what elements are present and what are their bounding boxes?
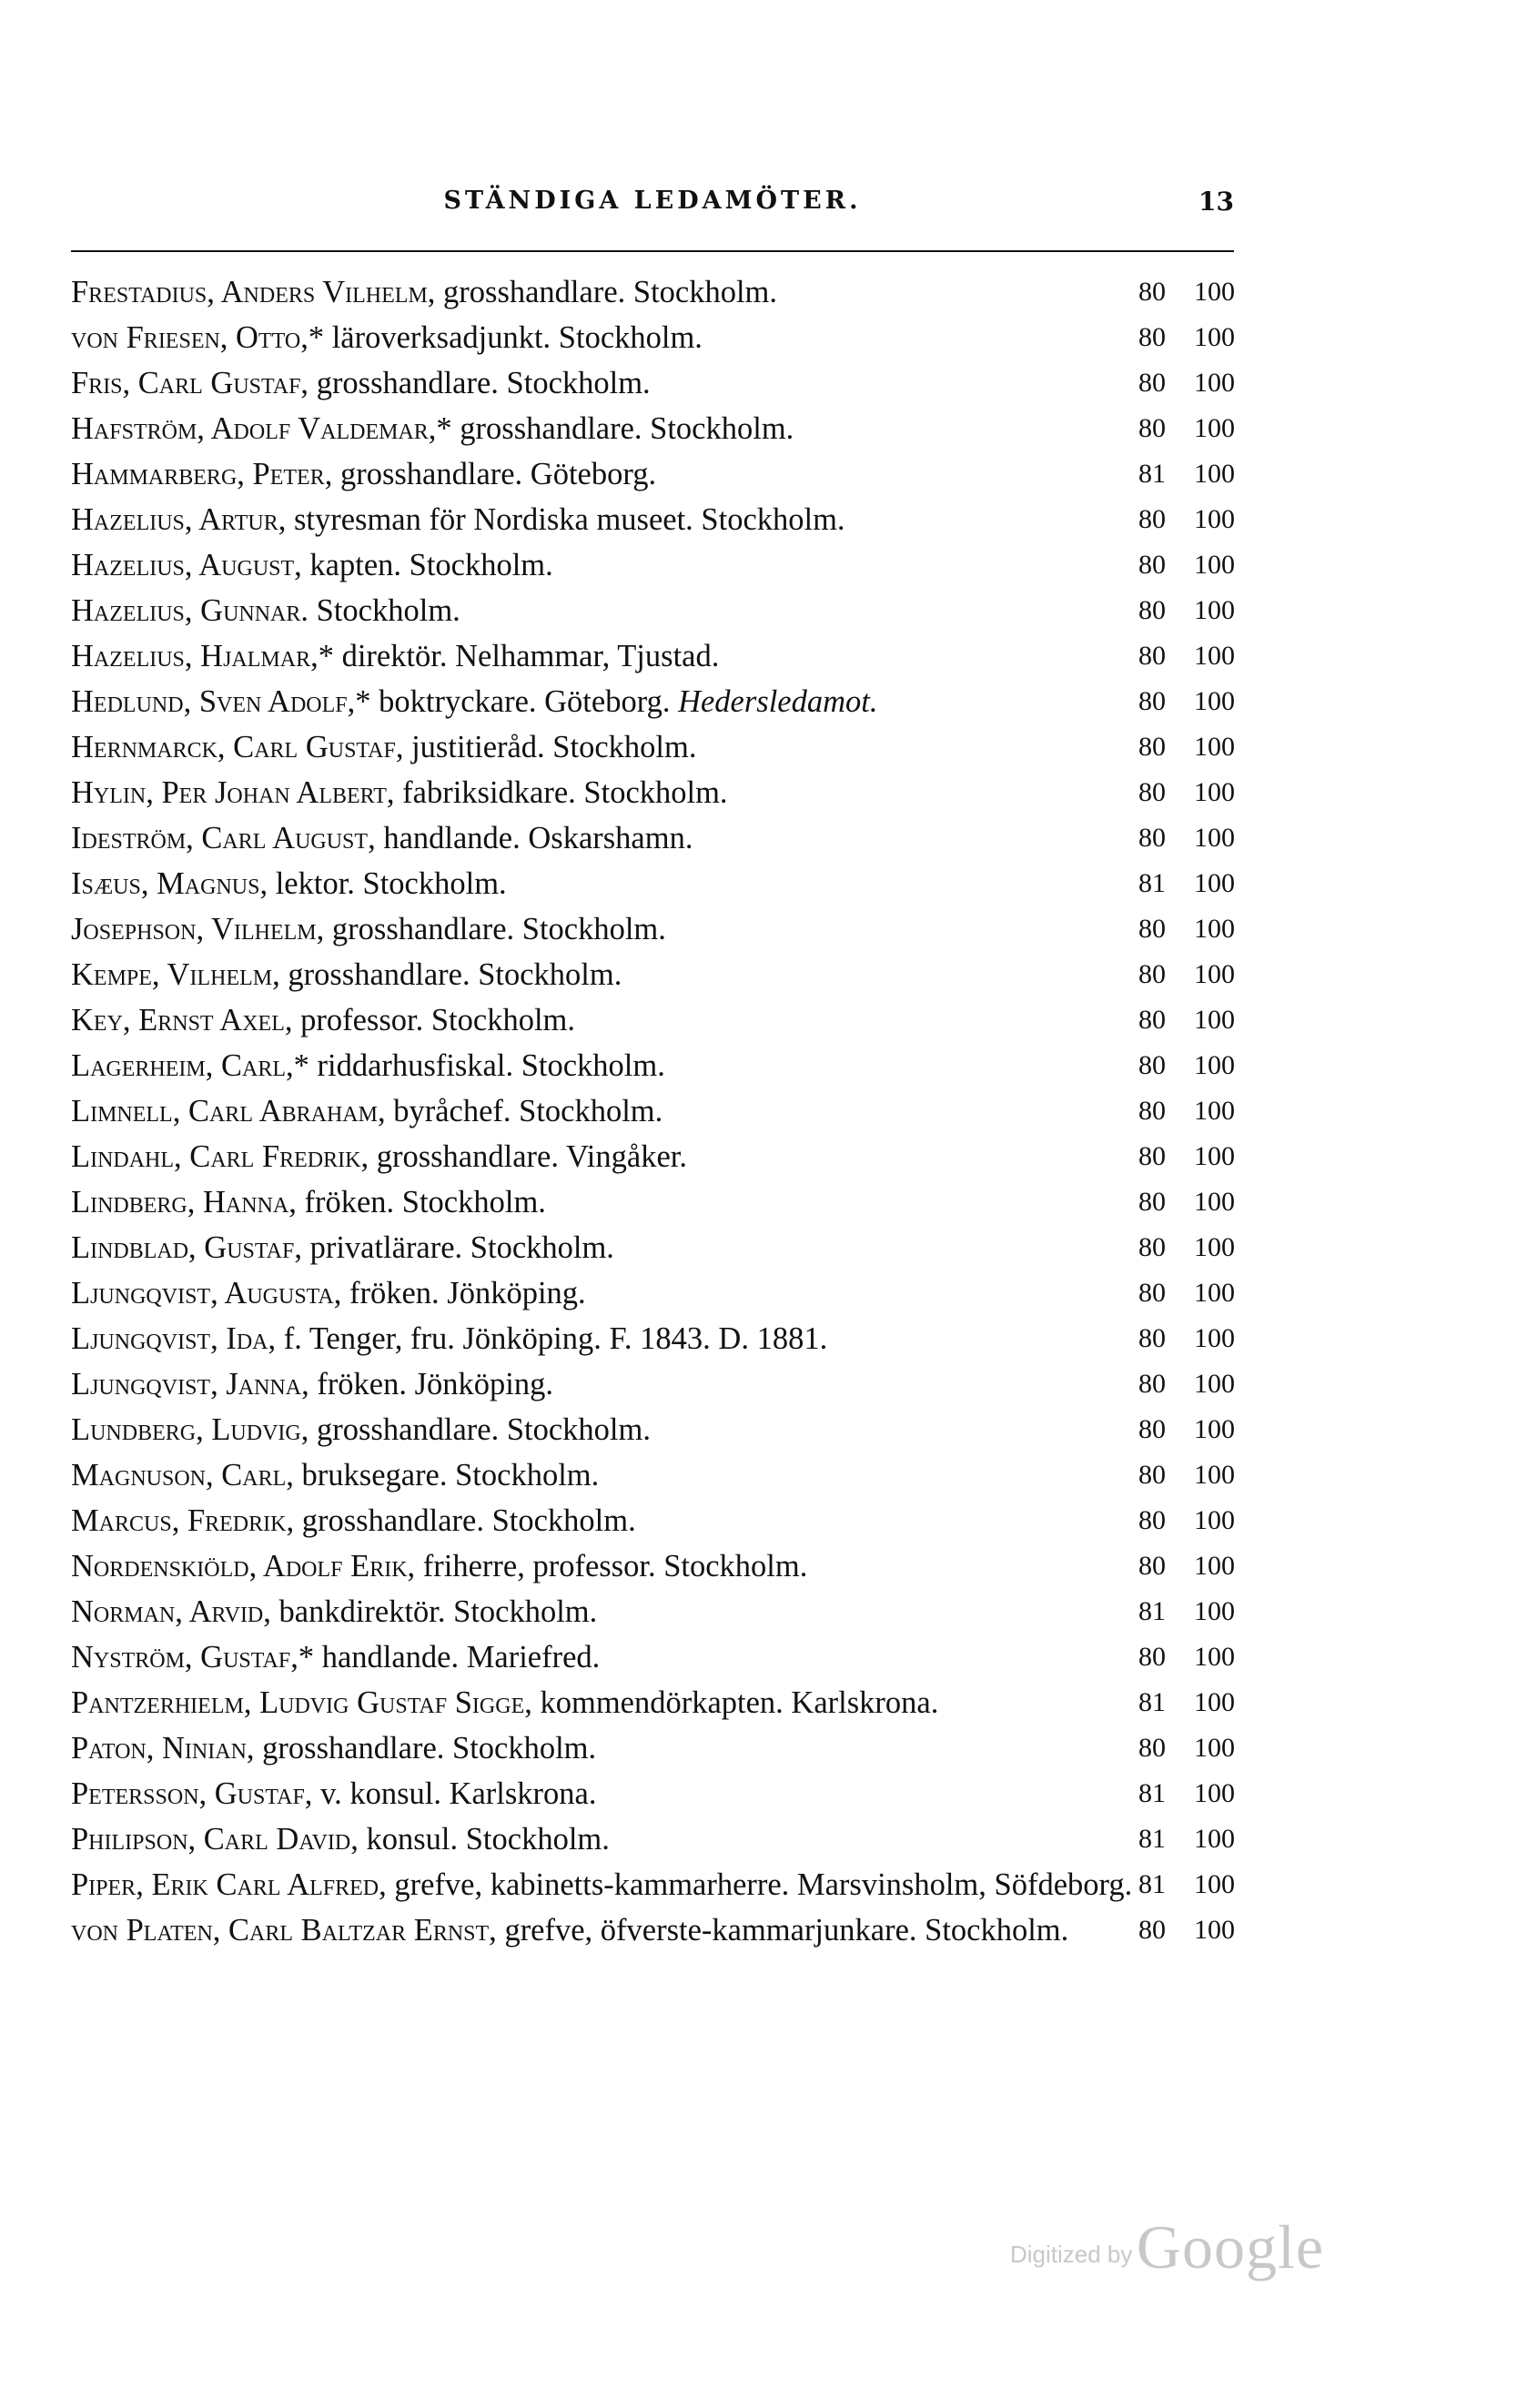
entry-amount: 100 [1194, 868, 1235, 898]
member-entry [71, 1316, 1254, 1361]
google-logo: Google [1136, 2212, 1325, 2282]
entry-year: 80 [1138, 1414, 1166, 1444]
entry-amount: 100 [1194, 1915, 1235, 1945]
entry-numbers [1111, 1589, 1235, 1634]
entry-amount: 100 [1194, 1596, 1235, 1626]
entry-amount: 100 [1194, 1824, 1235, 1854]
entry-text [71, 1361, 1163, 1407]
entry-year: 80 [1138, 1141, 1166, 1171]
entry-text [71, 1316, 1163, 1361]
entry-numbers [1111, 1088, 1235, 1134]
member-details: byråchef. Stockholm. [385, 1094, 663, 1128]
entry-year: 80 [1138, 1369, 1166, 1399]
member-details: grosshandlare. Stockholm. [294, 1503, 636, 1538]
entry-numbers [1111, 406, 1235, 451]
member-name: Ljungqvist, Augusta, [71, 1276, 342, 1310]
entry-year: 80 [1138, 550, 1166, 580]
entry-numbers [1111, 1771, 1235, 1816]
member-name: von Platen, Carl Baltzar Ernst, [71, 1913, 497, 1948]
member-entry [71, 1498, 1254, 1543]
entry-amount: 100 [1194, 1778, 1235, 1808]
entry-year: 80 [1138, 1323, 1166, 1353]
entry-amount: 100 [1194, 1232, 1235, 1262]
entry-numbers [1111, 724, 1235, 770]
member-details: grosshandlare. Stockholm. [254, 1731, 597, 1766]
entry-numbers [1111, 1316, 1235, 1361]
entry-year: 80 [1138, 277, 1166, 307]
entry-numbers [1111, 542, 1235, 588]
entry-numbers [1111, 1361, 1235, 1407]
member-name: Marcus, Fredrik, [71, 1503, 295, 1538]
entry-text [71, 861, 1163, 906]
member-details: bankdirektör. Stockholm. [270, 1594, 598, 1629]
entry-text [71, 1589, 1163, 1634]
entry-numbers [1111, 1498, 1235, 1543]
member-entry [71, 1452, 1254, 1498]
member-details: grosshandlare. Stockholm. [308, 1412, 651, 1447]
member-name: Hernmarck, Carl Gustaf, [71, 730, 404, 764]
entry-numbers [1111, 588, 1235, 633]
member-details: styresman för Nordiska museet. Stockholm. [286, 502, 845, 537]
entry-text [71, 997, 1163, 1043]
entry-year: 81 [1138, 459, 1166, 489]
entry-year: 80 [1138, 1187, 1166, 1217]
entry-numbers [1111, 315, 1235, 360]
entry-text [71, 1816, 1163, 1862]
entry-year: 80 [1138, 1278, 1166, 1308]
watermark-prefix: Digitized by [1010, 2241, 1133, 2268]
member-details: professor. Stockholm. [292, 1003, 575, 1037]
entry-year: 80 [1138, 641, 1166, 671]
entry-text [71, 1771, 1163, 1816]
entry-amount: 100 [1194, 1687, 1235, 1717]
member-details: lektor. Stockholm. [268, 866, 507, 901]
member-details: justitieråd. Stockholm. [403, 730, 697, 764]
entry-numbers [1111, 906, 1235, 952]
entry-amount: 100 [1194, 914, 1235, 944]
running-head [71, 187, 1234, 241]
entry-amount: 100 [1194, 1141, 1235, 1171]
running-title: STÄNDIGA LEDAMÖTER. [443, 187, 862, 215]
entry-amount: 100 [1194, 1096, 1235, 1126]
entry-text [71, 1407, 1163, 1452]
entry-text [71, 1043, 1163, 1088]
member-details: fröken. Stockholm. [296, 1185, 546, 1219]
entry-year: 80 [1138, 914, 1166, 944]
entry-amount: 100 [1194, 732, 1235, 762]
entry-year: 80 [1138, 1232, 1166, 1262]
entry-year: 80 [1138, 1460, 1166, 1490]
entry-amount: 100 [1194, 413, 1235, 443]
entry-numbers [1111, 1543, 1235, 1589]
entry-numbers [1111, 1179, 1235, 1225]
member-name: Hafström, Adolf Valdemar,* [71, 411, 452, 446]
entry-text [71, 1088, 1163, 1134]
entry-amount: 100 [1194, 1505, 1235, 1535]
entry-amount: 100 [1194, 1733, 1235, 1763]
header-rule [71, 250, 1234, 252]
member-details: grefve, öfverste-kammarjunkare. Stockholm. [496, 1913, 1069, 1948]
entry-text [71, 1862, 1163, 1907]
member-entry [71, 861, 1254, 906]
entry-text [71, 815, 1163, 861]
entry-year: 81 [1138, 1824, 1166, 1854]
entry-numbers [1111, 1816, 1235, 1862]
member-name: von Friesen, Otto,* [71, 320, 325, 355]
entry-year: 81 [1138, 1778, 1166, 1808]
member-details: v. konsul. Karlskrona. [312, 1776, 597, 1811]
member-details: grosshandlare. Stockholm. [435, 275, 778, 309]
member-details: riddarhusfiskal. Stockholm. [308, 1048, 665, 1083]
entry-numbers [1111, 952, 1235, 997]
entry-year: 80 [1138, 368, 1166, 398]
member-name: Fris, Carl Gustaf, [71, 366, 309, 400]
entry-year: 80 [1138, 1050, 1166, 1080]
member-name: Ideström, Carl August, [71, 821, 376, 855]
member-entry [71, 542, 1254, 588]
entry-numbers [1111, 1134, 1235, 1179]
member-entry [71, 1725, 1254, 1771]
member-details: fabriksidkare. Stockholm. [394, 775, 728, 810]
member-name: Hazelius, Artur, [71, 502, 287, 537]
entry-year: 80 [1138, 959, 1166, 989]
entry-amount: 100 [1194, 595, 1235, 625]
member-entry [71, 1043, 1254, 1088]
entry-amount: 100 [1194, 686, 1235, 716]
entry-amount: 100 [1194, 1278, 1235, 1308]
entry-year: 81 [1138, 1869, 1166, 1899]
entry-year: 80 [1138, 1005, 1166, 1035]
entry-numbers [1111, 1270, 1235, 1316]
entry-year: 80 [1138, 732, 1166, 762]
member-entry [71, 315, 1254, 360]
member-name: Limnell, Carl Abraham, [71, 1094, 386, 1128]
member-name: Petersson, Gustaf, [71, 1776, 313, 1811]
entry-amount: 100 [1194, 1551, 1235, 1581]
entry-text [71, 406, 1163, 451]
member-name: Philipson, Carl David, [71, 1822, 359, 1857]
entry-numbers [1111, 360, 1235, 406]
member-entry [71, 406, 1254, 451]
entry-year: 80 [1138, 1096, 1166, 1126]
member-name: Hylin, Per Johan Albert, [71, 775, 395, 810]
member-name: Hammarberg, Peter, [71, 457, 333, 491]
entry-text [71, 1225, 1163, 1270]
member-name: Nordenskiöld, Adolf Erik, [71, 1549, 416, 1583]
member-entry [71, 269, 1254, 315]
entry-amount: 100 [1194, 322, 1235, 352]
member-details: grosshandlare. Stockholm. [324, 912, 666, 946]
member-details: kommendörkapten. Karlskrona. [531, 1685, 939, 1720]
member-details: grosshandlare. Vingåker. [369, 1139, 687, 1174]
entry-amount: 100 [1194, 1005, 1235, 1035]
entry-amount: 100 [1194, 1414, 1235, 1444]
entry-year: 80 [1138, 1505, 1166, 1535]
member-entry [71, 1634, 1254, 1680]
member-name: Key, Ernst Axel, [71, 1003, 293, 1037]
entry-numbers [1111, 1225, 1235, 1270]
entry-text [71, 1452, 1163, 1498]
member-details: konsul. Stockholm. [358, 1822, 610, 1857]
entry-text [71, 1907, 1163, 1953]
entry-year: 80 [1138, 1915, 1166, 1945]
entry-amount: 100 [1194, 459, 1235, 489]
entry-text [71, 1270, 1163, 1316]
member-entry [71, 815, 1254, 861]
member-entry [71, 1543, 1254, 1589]
member-details: handlande. Mariefred. [314, 1640, 601, 1674]
entry-numbers [1111, 815, 1235, 861]
member-name: Josephson, Vilhelm, [71, 912, 325, 946]
entry-numbers [1111, 770, 1235, 815]
entry-year: 81 [1138, 1596, 1166, 1626]
member-name: Magnuson, Carl, [71, 1458, 294, 1492]
entry-numbers [1111, 1725, 1235, 1771]
member-entry [71, 1225, 1254, 1270]
entry-text [71, 633, 1163, 679]
entry-year: 80 [1138, 413, 1166, 443]
entry-amount: 100 [1194, 1460, 1235, 1490]
member-entry [71, 633, 1254, 679]
entry-year: 80 [1138, 1551, 1166, 1581]
entry-text [71, 952, 1163, 997]
entry-numbers [1111, 679, 1235, 724]
entry-amount: 100 [1194, 550, 1235, 580]
member-entry [71, 1907, 1254, 1953]
entry-year: 80 [1138, 322, 1166, 352]
entry-year: 80 [1138, 1642, 1166, 1672]
entry-year: 81 [1138, 868, 1166, 898]
entry-numbers [1111, 1907, 1235, 1953]
entry-numbers [1111, 497, 1235, 542]
entry-amount: 100 [1194, 823, 1235, 853]
entry-amount: 100 [1194, 1323, 1235, 1353]
entry-amount: 100 [1194, 959, 1235, 989]
member-details: boktryckare. Göteborg. [370, 684, 679, 719]
member-entry [71, 952, 1254, 997]
entry-amount: 100 [1194, 1642, 1235, 1672]
entry-text [71, 542, 1163, 588]
member-name: Ljungqvist, Ida, [71, 1321, 277, 1356]
member-entry [71, 724, 1254, 770]
entry-text [71, 1634, 1163, 1680]
member-entry [71, 1361, 1254, 1407]
member-entry [71, 1680, 1254, 1725]
member-entry [71, 906, 1254, 952]
entry-numbers [1111, 861, 1235, 906]
entry-text [71, 1498, 1163, 1543]
member-details: fröken. Jönköping. [341, 1276, 586, 1310]
member-name: Lindblad, Gustaf, [71, 1230, 302, 1265]
entry-numbers [1111, 1043, 1235, 1088]
entry-text [71, 1179, 1163, 1225]
entry-amount: 100 [1194, 277, 1235, 307]
entry-numbers [1111, 1452, 1235, 1498]
entry-year: 80 [1138, 1733, 1166, 1763]
member-details: grosshandlare. Göteborg. [332, 457, 657, 491]
entry-numbers [1111, 1680, 1235, 1725]
entry-text [71, 1725, 1163, 1771]
member-name: Hazelius, August, [71, 548, 302, 582]
member-entry [71, 1134, 1254, 1179]
member-details: handlande. Oskarshamn. [375, 821, 693, 855]
member-details: privatlärare. Stockholm. [301, 1230, 614, 1265]
entry-text [71, 269, 1163, 315]
member-name: Isæus, Magnus, [71, 866, 268, 901]
member-entry [71, 1270, 1254, 1316]
entry-year: 80 [1138, 686, 1166, 716]
entry-text [71, 315, 1163, 360]
member-name: Lagerheim, Carl,* [71, 1048, 309, 1083]
member-details: läroverksadjunkt. Stockholm. [324, 320, 703, 355]
entry-amount: 100 [1194, 1869, 1235, 1899]
member-details: grosshandlare. Stockholm. [308, 366, 651, 400]
entry-numbers [1111, 451, 1235, 497]
member-entry [71, 1407, 1254, 1452]
digitized-watermark [1010, 2211, 1324, 2283]
member-entry [71, 1816, 1254, 1862]
member-entry [71, 1771, 1254, 1816]
entry-amount: 100 [1194, 504, 1235, 534]
entry-text [71, 1543, 1163, 1589]
entry-amount: 100 [1194, 1187, 1235, 1217]
member-name: Lindberg, Hanna, [71, 1185, 297, 1219]
member-name: Pantzerhielm, Ludvig Gustaf Sigge, [71, 1685, 532, 1720]
member-name: Hazelius, Hjalmar,* [71, 639, 334, 673]
member-name: Hedlund, Sven Adolf,* [71, 684, 371, 719]
member-entry [71, 588, 1254, 633]
member-name: Hazelius, Gunnar. [71, 593, 309, 628]
member-entry [71, 1589, 1254, 1634]
entry-text [71, 770, 1163, 815]
entry-numbers [1111, 269, 1235, 315]
entry-text [71, 497, 1163, 542]
member-name: Lindahl, Carl Fredrik, [71, 1139, 369, 1174]
member-note: Hedersledamot. [678, 684, 878, 719]
entry-amount: 100 [1194, 1369, 1235, 1399]
member-details: kapten. Stockholm. [301, 548, 553, 582]
entry-text [71, 588, 1163, 633]
entry-text [71, 451, 1163, 497]
entry-text [71, 1134, 1163, 1179]
member-name: Kempe, Vilhelm, [71, 957, 280, 992]
member-details: friherre, professor. Stockholm. [415, 1549, 808, 1583]
member-entry [71, 451, 1254, 497]
entry-amount: 100 [1194, 368, 1235, 398]
entry-text [71, 360, 1163, 406]
entry-amount: 100 [1194, 1050, 1235, 1080]
member-name: Lundberg, Ludvig, [71, 1412, 309, 1447]
member-details: Stockholm. [308, 593, 460, 628]
member-details: f. Tenger, fru. Jönköping. F. 1843. D. 1881. [276, 1321, 828, 1356]
entry-year: 80 [1138, 595, 1166, 625]
entry-amount: 100 [1194, 777, 1235, 807]
member-entry [71, 1088, 1254, 1134]
entry-amount: 100 [1194, 641, 1235, 671]
member-entry [71, 997, 1254, 1043]
entry-text [71, 906, 1163, 952]
entry-year: 81 [1138, 1687, 1166, 1717]
entry-year: 80 [1138, 823, 1166, 853]
entry-year: 80 [1138, 777, 1166, 807]
member-entry [71, 360, 1254, 406]
entry-text [71, 1680, 1163, 1725]
entry-text [71, 724, 1163, 770]
entry-numbers [1111, 1407, 1235, 1452]
member-details: grefve, kabinetts-kammarherre. Marsvinsholm, Söfdeborg. [386, 1867, 1133, 1902]
member-name: Paton, Ninian, [71, 1731, 255, 1766]
entry-numbers [1111, 1634, 1235, 1680]
member-name: Piper, Erik Carl Alfred, [71, 1867, 387, 1902]
member-entry [71, 497, 1254, 542]
member-details: bruksegare. Stockholm. [293, 1458, 600, 1492]
entry-numbers [1111, 633, 1235, 679]
member-entry [71, 1179, 1254, 1225]
member-entry [71, 1862, 1254, 1907]
member-details: direktör. Nelhammar, Tjustad. [333, 639, 720, 673]
entry-text [71, 679, 1163, 724]
member-entry [71, 679, 1254, 724]
member-name: Nyström, Gustaf,* [71, 1640, 315, 1674]
member-name: Norman, Arvid, [71, 1594, 271, 1629]
member-name: Ljungqvist, Janna, [71, 1367, 309, 1401]
entry-year: 80 [1138, 504, 1166, 534]
page-number: 13 [1198, 187, 1234, 217]
entry-numbers [1111, 1862, 1235, 1907]
member-entry [71, 770, 1254, 815]
member-name: Frestadius, Anders Vilhelm, [71, 275, 436, 309]
member-details: grosshandlare. Stockholm. [451, 411, 794, 446]
entry-numbers [1111, 997, 1235, 1043]
member-list [71, 269, 1254, 1953]
member-details: grosshandlare. Stockholm. [279, 957, 622, 992]
member-details: fröken. Jönköping. [308, 1367, 554, 1401]
